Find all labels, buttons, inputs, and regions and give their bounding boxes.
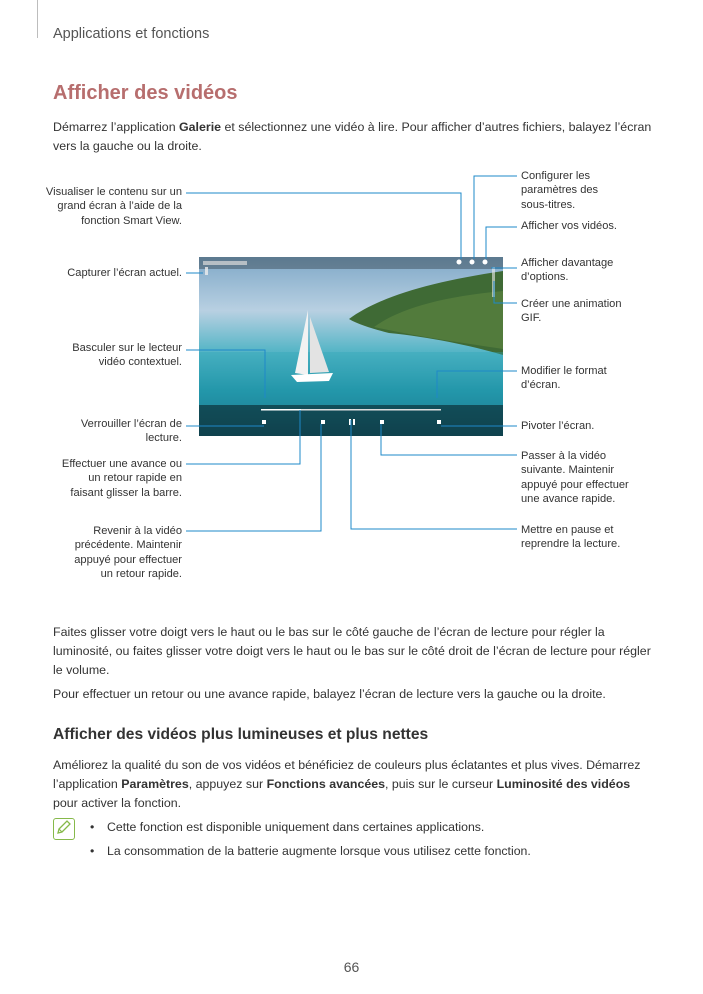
callout-seek: Effectuer une avance ou un retour rapide en faisant glisser la barre.	[61, 458, 182, 499]
seek-paragraph: Pour effectuer un retour ou une avance rapide, balayez l’écran de lecture vers la gauche ou la droite.	[53, 687, 606, 701]
leader-previous	[186, 424, 321, 531]
callout-next: Passer à la vidéo suivante. Maintenir appuyé pour effectuer une avance rapide.	[521, 450, 629, 505]
leader-your-videos	[486, 227, 517, 259]
leader-subtitles	[474, 176, 517, 259]
callout-subtitles: Configurer les paramètres des sous-titres.	[521, 170, 599, 211]
leader-more-options	[492, 267, 517, 268]
brightness-feature-paragraph: Améliorez la qualité du son de vos vidéos et bénéficiez de couleurs plus éclatantes et plus vives. Démarrez l’application Paramètres, appuyez sur Fonctions avancées, puis sur le curseur Luminosité des vidéos pour activer la fonction.	[53, 758, 641, 810]
callout-more-options: Afficher davantage d’options.	[521, 257, 614, 284]
page-number: 66	[343, 959, 360, 975]
brightness-paragraph: Faites glisser votre doigt vers le haut ou le bas sur le côté gauche de l’écran de lecture pour régler la luminosité, ou faites glisser votre doigt vers le haut ou le bas sur le côté droit de l’écran de lecture pour régler le volume.	[53, 625, 651, 677]
leader-next	[381, 424, 517, 455]
leader-popup	[186, 350, 265, 398]
callout-capture: Capturer l’écran actuel.	[67, 267, 182, 279]
callout-gif: Créer une animation GIF.	[521, 298, 622, 325]
callout-rotate: Pivoter l’écran.	[521, 420, 595, 432]
callout-your-videos: Afficher vos vidéos.	[521, 220, 617, 232]
note-text: La consommation de la batterie augmente lorsque vous utilisez cette fonction.	[107, 844, 531, 858]
bullet-dot: •	[90, 820, 95, 834]
leader-seek	[186, 410, 300, 464]
leader-ratio	[437, 371, 517, 398]
callout-lock: Verrouiller l’écran de lecture.	[80, 418, 182, 445]
callout-previous: Revenir à la vidéo précédente. Maintenir appuyé pour effectuer un retour rapide.	[74, 525, 182, 580]
callout-popup: Basculer sur le lecteur vidéo contextuel.	[72, 342, 182, 369]
note-pencil-icon	[53, 818, 75, 840]
note-text: Cette fonction est disponible uniquement dans certaines applications.	[107, 820, 485, 834]
callout-ratio: Modifier le format d’écran.	[521, 365, 607, 392]
bullet-dot: •	[90, 844, 95, 858]
leader-pause	[351, 420, 517, 529]
callout-smart-view: Visualiser le contenu sur un grand écran à l’aide de la fonction Smart View.	[45, 186, 182, 227]
section-subtitle: Afficher des vidéos plus lumineuses et plus nettes	[53, 726, 429, 743]
leader-smart-view	[186, 193, 461, 259]
intro-paragraph: Démarrez l’application Galerie et sélectionnez une vidéo à lire. Pour afficher d’autres fichiers, balayez l’écran vers la gauche ou la droite.	[53, 120, 652, 153]
callout-pause: Mettre en pause et reprendre la lecture.	[521, 524, 621, 551]
leader-gif	[494, 281, 517, 303]
page-title: Afficher des vidéos	[53, 82, 238, 104]
section-header: Applications et fonctions	[53, 26, 210, 42]
